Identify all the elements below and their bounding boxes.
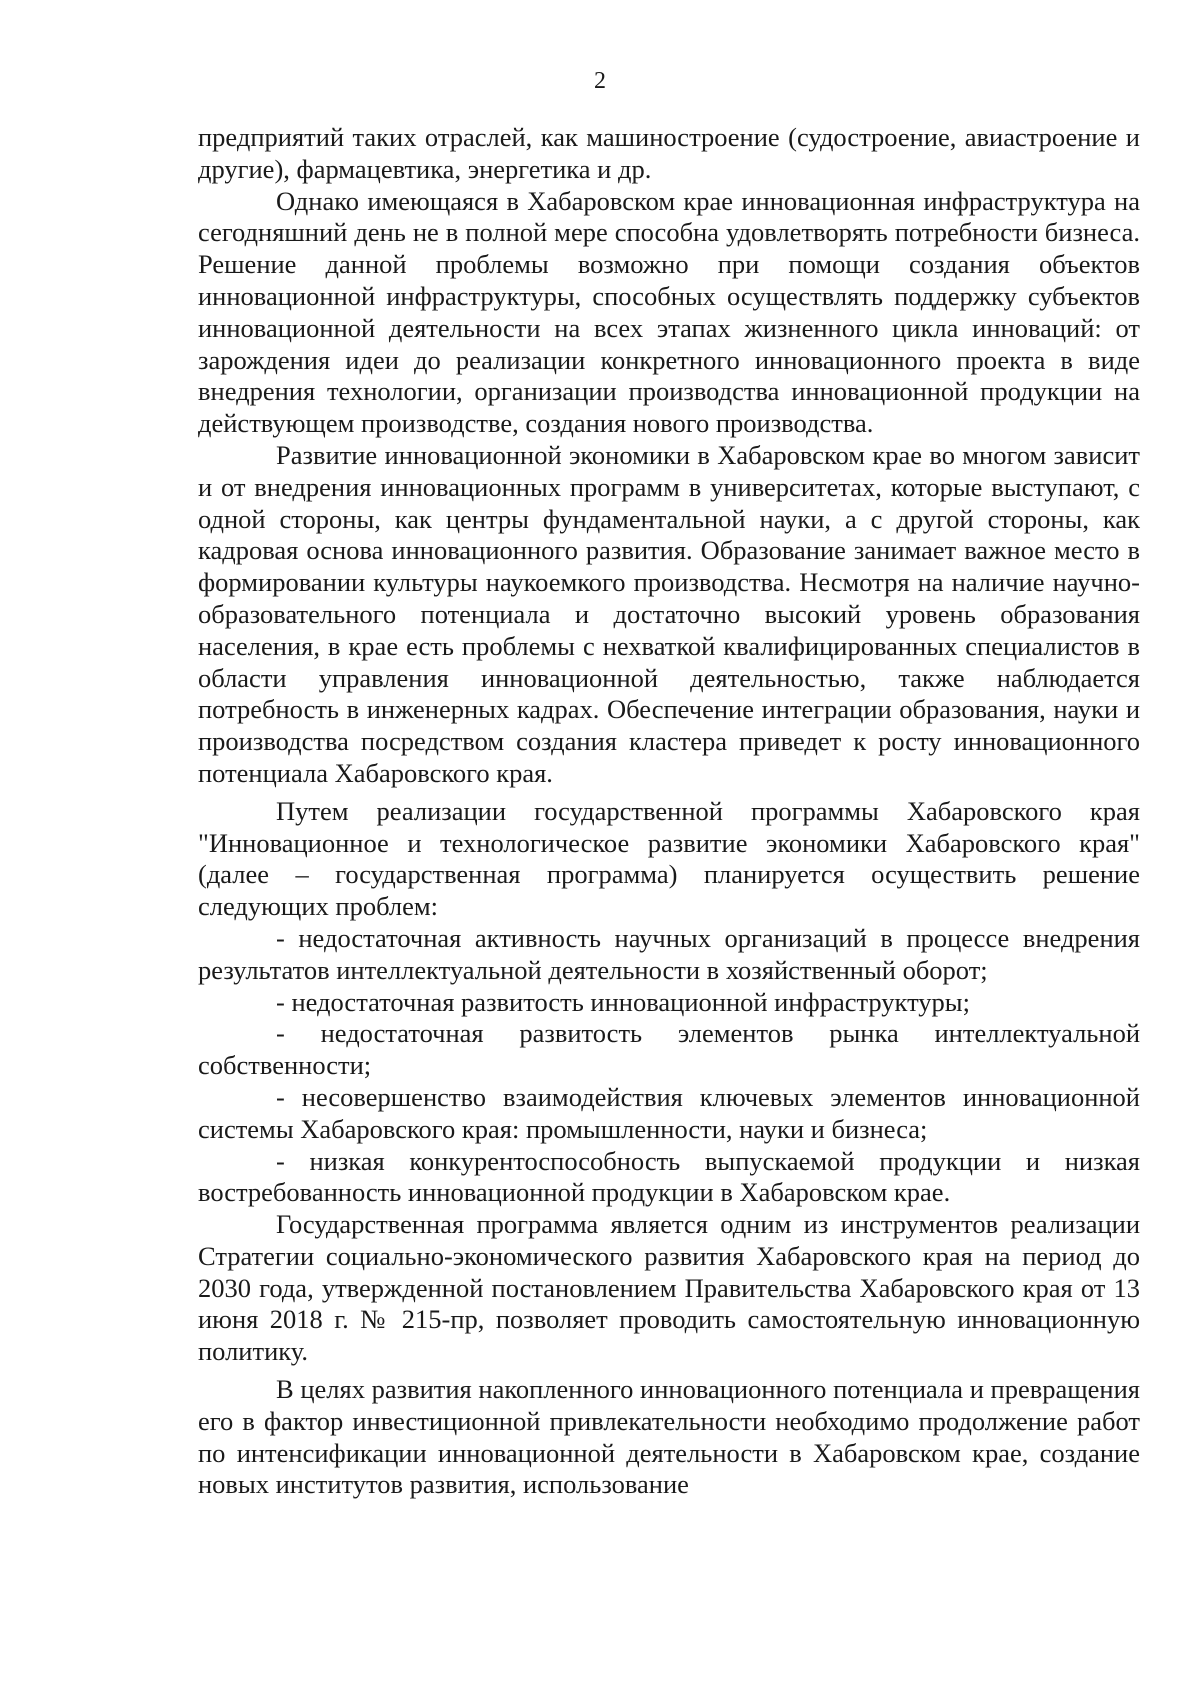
paragraph-economy-development: Развитие инновационной экономики в Хабаровском крае во многом зависит и от внедрения инновационных программ в университетах, которые выступают, с одной стороны, как центры фундаментальной науки, а с другой стороны, как кадровая основа инновационного развития. Образование занимает важное место в формировании культуры наукоемкого производства. Несмотря на наличие научно-образовательного потенциала и достаточно высокий уровень образования населения, в крае есть проблемы с нехваткой квалифицированных специалистов в области управления инновационной деятельностью, также наблюдается потребность в инженерных кадрах. Обеспечение интеграции образования, науки и производства посредством создания кластера приведет к росту инновационного потенциала Хабаровского края. bbox=[198, 439, 1140, 788]
paragraph-program-goals: Путем реализации государственной программы Хабаровского края "Инновационное и технологическое развитие экономики Хабаровского края" (далее – государственная программа) планируется осуществить решение следующих проблем: bbox=[198, 795, 1140, 922]
list-item-problem-1: - недостаточная активность научных организаций в процессе внедрения результатов интеллектуальной деятельности в хозяйственный оборот; bbox=[198, 922, 1140, 985]
list-item-problem-3: - недостаточная развитость элементов рынка интеллектуальной собственности; bbox=[198, 1018, 1140, 1081]
list-item-problem-5: - низкая конкурентоспособность выпускаемой продукции и низкая востребованность инновационной продукции в Хабаровском крае. bbox=[198, 1145, 1140, 1208]
paragraph-investment: В целях развития накопленного инновационного потенциала и превращения его в фактор инвестиционной привлекательности необходимо продолжение работ по интенсификации инновационной деятельности в Хабаровском крае, создание новых институтов развития, использование bbox=[198, 1374, 1140, 1500]
page-number: 2 bbox=[594, 68, 606, 94]
paragraph-infrastructure: Однако имеющаяся в Хабаровском крае инновационная инфраструктура на сегодняшний день не в полной мере способна удовлетворять потребности бизнеса. Решение данной проблемы возможно при помощи создания объектов инновационной инфраструктуры, способных осуществлять поддержку субъектов инновационной деятельности на всех этапах жизненного цикла инноваций: от зарождения идеи до реализации конкретного инновационного проекта в виде внедрения технологии, организации производства инновационной продукции на действующем производстве, создания нового производства. bbox=[198, 185, 1140, 439]
paragraph-strategy: Государственная программа является одним из инструментов реализации Стратегии социально-экономического развития Хабаровского края на период до 2030 года, утвержденной постановлением Правительства Хабаровского края от 13 июня 2018 г. № 215-пр, позволяет проводить самостоятельную инновационную политику. bbox=[198, 1209, 1140, 1367]
list-item-problem-2: - недостаточная развитость инновационной инфраструктуры; bbox=[276, 986, 970, 1017]
list-item-problem-4: - несовершенство взаимодействия ключевых элементов инновационной системы Хабаровского края: промышленности, науки и бизнеса; bbox=[198, 1081, 1140, 1144]
paragraph-continued: предприятий таких отраслей, как машиностроение (судостроение, авиастроение и другие), фармацевтика, энергетика и др. bbox=[198, 122, 1140, 184]
document-body bbox=[198, 122, 1140, 1501]
